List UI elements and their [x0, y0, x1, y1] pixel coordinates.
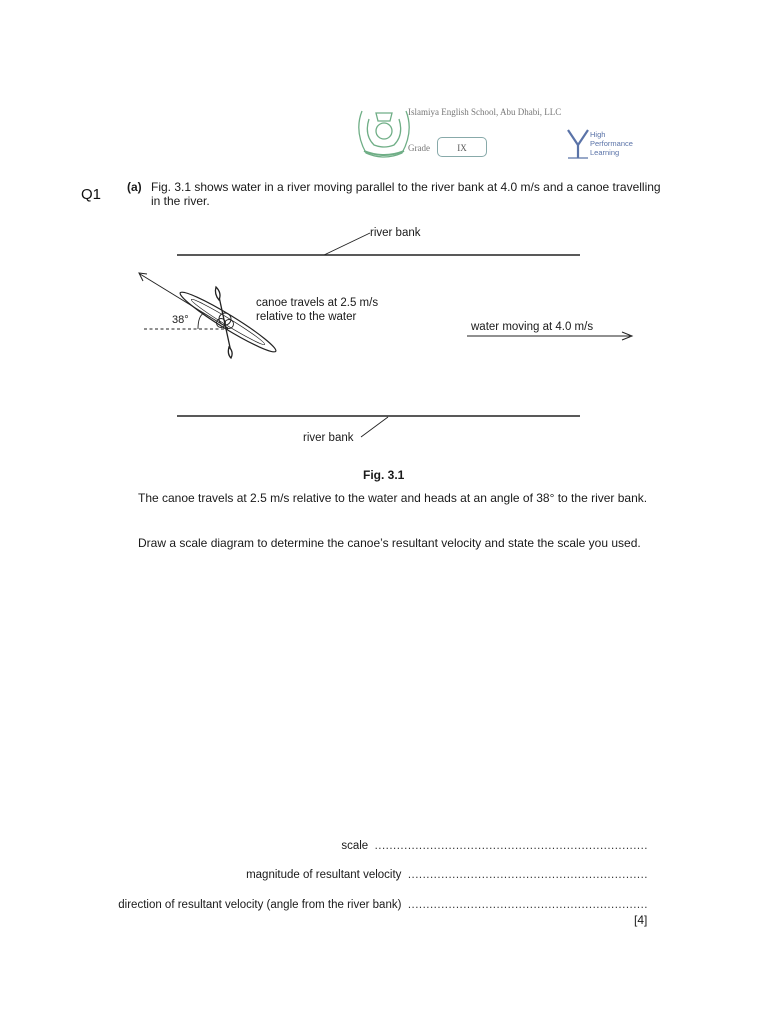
figure-caption: Fig. 3.1 — [363, 468, 405, 482]
angle-label: 38° — [172, 314, 189, 326]
top-bank-leader-line — [324, 233, 370, 255]
scale-answer-row — [341, 840, 648, 852]
question-intro: Fig. 3.1 shows water in a river moving parallel to the river bank at 4.0 m/s and a canoe travelling in the river. — [151, 180, 661, 208]
marks-allocation: [4] — [634, 913, 648, 927]
scale-label: scale — [341, 840, 369, 852]
bottom-bank-leader-line — [361, 417, 388, 437]
water-speed-label: water moving at 4.0 m/s — [471, 321, 594, 333]
paragraph-instruction: Draw a scale diagram to determine the canoe’s resultant velocity and state the scale you used. — [138, 536, 641, 550]
question-part: (a) — [127, 180, 142, 194]
direction-label: direction of resultant velocity (angle from the river bank) — [118, 899, 402, 911]
scale-answer-dots[interactable]: .......................................................................... — [374, 840, 648, 852]
grade-label: Grade — [408, 143, 430, 153]
canoe-label-line2: relative to the water — [256, 311, 357, 323]
canoe-label-line1: canoe travels at 2.5 m/s — [256, 297, 379, 309]
magnitude-answer-row — [246, 869, 648, 881]
hpl-line: High — [590, 130, 606, 139]
bottom-river-bank-label: river bank — [303, 432, 354, 444]
hpl-line: Learning — [590, 148, 620, 157]
magnitude-answer-dots[interactable]: ................................................................. — [407, 869, 648, 881]
hpl-line: Performance — [590, 139, 633, 148]
direction-answer-row — [118, 899, 648, 911]
angle-arc — [198, 313, 204, 329]
top-river-bank-label: river bank — [370, 227, 421, 239]
magnitude-label: magnitude of resultant velocity — [246, 869, 402, 881]
grade-value-box: IX — [437, 137, 487, 157]
question-number: Q1 — [81, 186, 102, 203]
paragraph-canoe-info: The canoe travels at 2.5 m/s relative to the water and heads at an angle of 38° to the river bank. — [138, 491, 648, 505]
school-name: Islamiya English School, Abu Dhabi, LLC — [408, 107, 562, 117]
direction-answer-dots[interactable]: ................................................................. — [407, 899, 648, 911]
